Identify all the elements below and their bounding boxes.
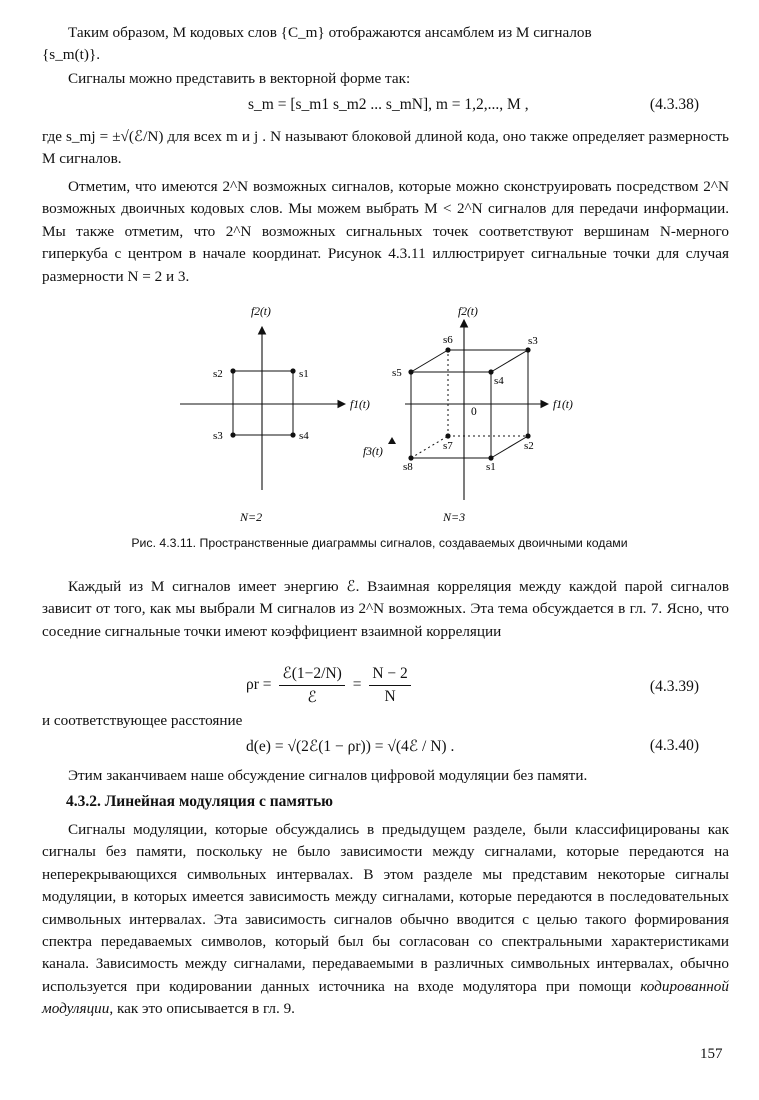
paragraph-2: Сигналы можно представить в векторной форме так: <box>68 70 411 87</box>
n2-point-s4 <box>290 432 295 437</box>
paragraph-4: Отметим, что имеются 2^N возможных сигналов, которые можно сконструировать посредством 2^N возможных двоичных кодовых слов. Мы можем выбрать M < 2^N сигналов для передачи информации. Мы также отметим, что 2^N возможных сигнальных точек соответствуют вершинам N-мерного гиперкуба с центром в начале координат. Рисунок 4.3.11 иллюстрирует сигнальные точки для случая размерности N = 2 и 3. <box>42 178 729 285</box>
n2-point-s1 <box>290 368 295 373</box>
eq39-fraction-2 <box>369 665 410 706</box>
paragraph-1-line-1: Таким образом, M кодовых слов {C_m} отображаются ансамблем из M сигналов <box>68 24 592 41</box>
n3-point-s6 <box>445 347 450 352</box>
n3-back-face-hidden <box>448 350 528 436</box>
page-number: 157 <box>700 1046 723 1062</box>
figure-caption: Рис. 4.3.11. Пространственные диаграммы сигналов, создаваемых двоичными кодами <box>131 536 628 550</box>
n3-label-s1: s1 <box>486 461 496 473</box>
n2-caption: N=2 <box>240 510 263 524</box>
paragraph-8-tail: , как это описывается в гл. 9. <box>109 1000 295 1018</box>
eq39-frac2-numerator: N − 2 <box>369 665 410 686</box>
paragraph-5: Каждый из M сигналов имеет энергию ℰ. Взаимная корреляция между каждой парой сигналов зависит от того, как мы выбрали M сигналов из 2^N возможных. Эта тема обсуждается в гл. 7. Ясно, что соседние сигнальные точки имеют коэффициент взаимной корреляции <box>42 578 729 640</box>
n2-point-s2 <box>230 368 235 373</box>
n2-square <box>233 371 293 435</box>
n2-label-s2: s2 <box>213 368 223 380</box>
n3-edge-s5-s6 <box>411 350 448 372</box>
n3-point-s5 <box>408 369 413 374</box>
paragraph-8-emphasis: кодированной модуляции <box>42 977 729 1018</box>
n3-label-s4: s4 <box>494 375 504 387</box>
paragraph-8-text: Сигналы модуляции, которые обсуждались в предыдущем разделе, были классифицированы как сигналы без памяти, поскольку не было зависимости между сигналами, которые передаются на неперекрывающихся символьных интервалах. В этом разделе мы представим некоторые сигналы модуляции, в которых имеется зависимость между сигналами, которые передаются в последовательных символьных интервалах. Эта зависимость сигналов обычно вводится с целью такого формирования спектра передаваемых символов, который был бы согласован со спектральными характеристиками канала. Зависимость между сигналами, передаваемыми в различных символьных интервалах, обычно используется при кодировании данных источника на входе модулятора при помощи <box>42 821 729 995</box>
n3-edge-s1-s2 <box>491 436 528 458</box>
signal-space-figure <box>0 290 759 530</box>
n3-edge-s4-s3 <box>491 350 528 372</box>
diagram-n2 <box>180 306 370 524</box>
paragraph-8 <box>42 819 729 1021</box>
n3-z-axis-arrow <box>388 437 396 444</box>
equation-4-3-38-number: (4.3.38) <box>649 96 699 113</box>
n2-label-s1: s1 <box>299 368 309 380</box>
n3-point-s2 <box>525 433 530 438</box>
n2-point-s3 <box>230 432 235 437</box>
eq39-lhs: ρr = <box>246 676 272 694</box>
eq39-frac1-denominator: ℰ <box>307 689 317 706</box>
eq39-frac2-denominator: N <box>384 688 396 705</box>
eq39-fraction-1 <box>279 664 344 707</box>
n3-z-axis-label: f3(t) <box>363 446 383 458</box>
n3-point-s1 <box>488 455 493 460</box>
paragraph-3: где s_mj = ±√(ℰ/N) для всех m и j . N называют блоковой длиной кода, оно также определяет размерность M сигналов. <box>42 128 729 168</box>
n3-point-s8 <box>408 455 413 460</box>
paragraph-1-line-2: {s_m(t)}. <box>42 46 101 63</box>
equation-4-3-39 <box>246 664 415 707</box>
paragraph-7: Этим заканчиваем наше обсуждение сигналов цифровой модуляции без памяти. <box>68 767 588 784</box>
eq39-equals: = <box>352 676 362 694</box>
n3-point-s3 <box>525 347 530 352</box>
n3-label-s8: s8 <box>403 461 413 473</box>
equation-4-3-40-number: (4.3.40) <box>649 737 699 754</box>
n3-x-axis-label: f1(t) <box>553 399 573 411</box>
n3-y-axis-label: f2(t) <box>458 306 478 318</box>
eq39-frac1-numerator: ℰ(1−2/N) <box>279 664 344 686</box>
n3-label-s7: s7 <box>443 440 453 452</box>
diagram-n3 <box>363 306 573 524</box>
n2-label-s4: s4 <box>299 430 309 442</box>
n3-point-s7 <box>445 433 450 438</box>
n2-label-s3: s3 <box>213 430 223 442</box>
paragraph-6: и соответствующее расстояние <box>42 712 243 729</box>
n3-label-s6: s6 <box>443 334 453 346</box>
n3-label-s3: s3 <box>528 335 538 347</box>
section-heading: 4.3.2. Линейная модуляция с памятью <box>66 793 334 810</box>
equation-4-3-40: d(e) = √(2ℰ(1 − ρr)) = √(4ℰ / N) . <box>246 738 455 755</box>
n3-label-s5: s5 <box>392 367 402 379</box>
equation-4-3-38: s_m = [s_m1 s_m2 ... s_mN], m = 1,2,..., M , <box>248 96 529 113</box>
n3-caption: N=3 <box>443 510 466 524</box>
n2-x-axis-label: f1(t) <box>350 399 370 411</box>
equation-4-3-39-number: (4.3.39) <box>649 678 699 695</box>
n3-origin-label: 0 <box>471 406 477 418</box>
n3-label-s2: s2 <box>524 440 534 452</box>
n2-y-axis-label: f2(t) <box>251 306 271 318</box>
n3-point-s4 <box>488 369 493 374</box>
